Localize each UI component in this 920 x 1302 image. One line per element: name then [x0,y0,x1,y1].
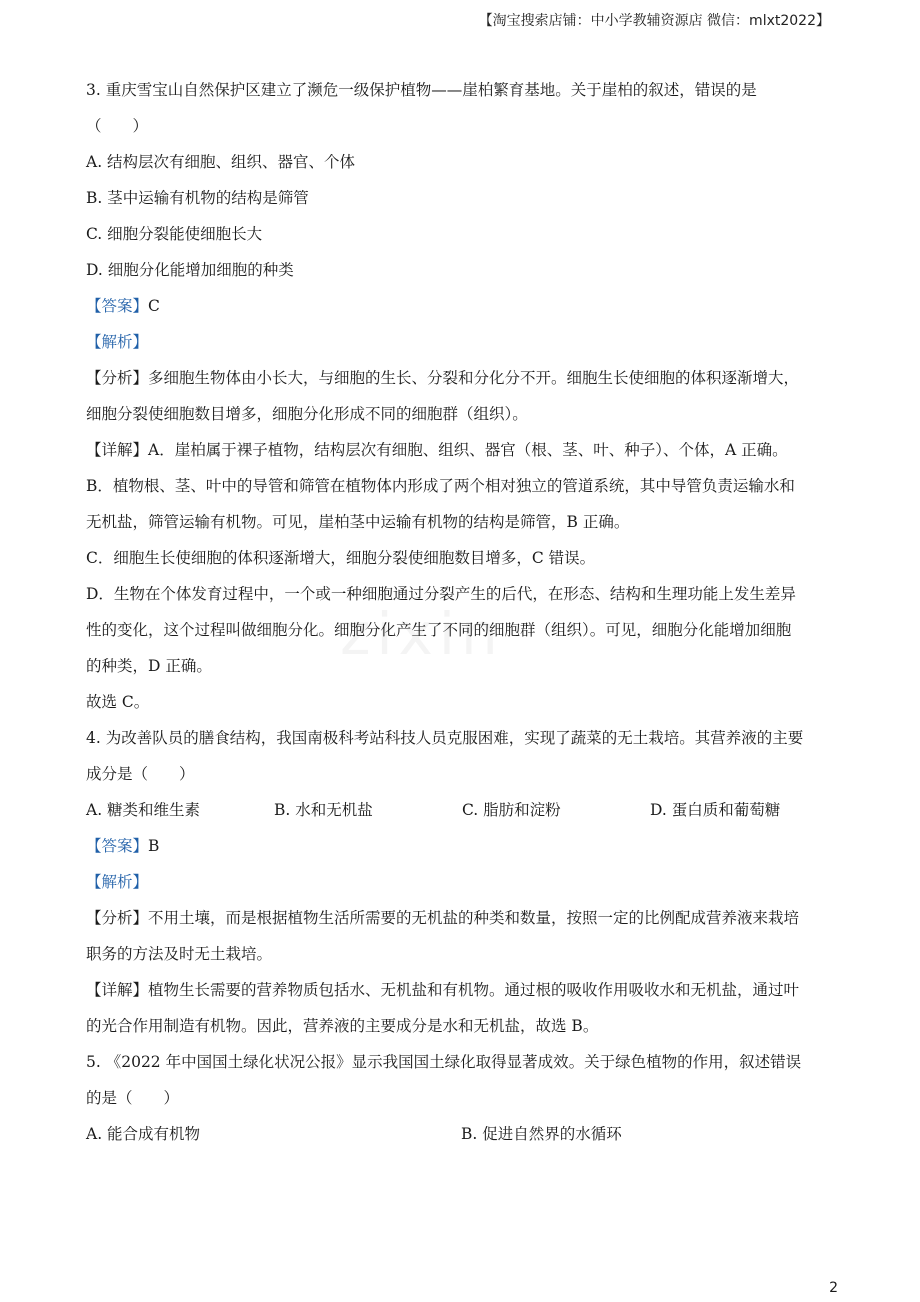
xiangjie-text: A．崖柏属于裸子植物，结构层次有细胞、组织、器官（根、茎、叶、种子）、个体，A 正确。 [148,441,788,459]
q5-stem-line1: 5. 《2022 年中国国土绿化状况公报》显示我国国土绿化取得显著成效。关于绿色植物的作用，叙述错误 [86,1053,802,1071]
fenxi-text: 多细胞生物体由小长大，与细胞的生长、分裂和分化分不开。细胞生长使细胞的体积逐渐增大， [148,369,800,387]
q3-xiangjie-line3: 无机盐，筛管运输有机物。可见，崖柏茎中运输有机物的结构是筛管，B 正确。 [86,513,630,531]
q4-xiangjie-line2: 的光合作用制造有机物。因此，营养液的主要成分是水和无机盐，故选 B。 [86,1017,599,1035]
q4-options [86,792,846,828]
answer-tag: 【答案】 [86,297,149,315]
answer-value: B [148,837,160,855]
q5-option-b: B. 促进自然界的水循环 [461,1125,622,1143]
q3-fenxi-line2: 细胞分裂使细胞数目增多，细胞分化形成不同的细胞群（组织）。 [86,405,528,423]
q3-jiexi [86,324,846,360]
fenxi-tag: 【分析】 [86,909,149,927]
q3-option-c: C. 细胞分裂能使细胞长大 [86,225,263,243]
q4-jiexi [86,864,846,900]
answer-value: C [148,297,160,315]
q3-xiangjie-line7: 的种类，D 正确。 [86,657,212,675]
jiexi-tag: 【解析】 [86,873,149,891]
jiexi-tag: 【解析】 [86,333,149,351]
watermark: zixin [340,600,504,668]
q3-fenxi-line1 [86,360,846,396]
q5-stem-line2: 的是（ ） [86,1089,180,1107]
q3-xiangjie-line4: C．细胞生长使细胞的体积逐渐增大，细胞分裂使细胞数目增多，C 错误。 [86,549,596,567]
q4-stem-line2: 成分是（ ） [86,765,195,783]
q4-fenxi-line1 [86,900,846,936]
document-body [86,72,846,1152]
q3-xiangjie-line8: 故选 C。 [86,693,150,711]
page-header: 【淘宝搜索店铺：中小学教辅资源店 微信：mlxt2022】 [478,13,830,29]
q3-option-b: B. 茎中运输有机物的结构是筛管 [86,189,309,207]
q4-stem-line1: 4. 为改善队员的膳食结构，我国南极科考站科技人员克服困难，实现了蔬菜的无土栽培。其营养液的主要 [86,729,804,747]
q5-options [86,1116,846,1152]
q4-option-b: B. 水和无机盐 [274,801,373,819]
q3-xiangjie-line6: 性的变化，这个过程叫做细胞分化。细胞分化产生了不同的细胞群（组织）。可见，细胞分化能增加细胞 [86,621,792,639]
fenxi-tag: 【分析】 [86,369,149,387]
q3-xiangjie-line2: B．植物根、茎、叶中的导管和筛管在植物体内形成了两个相对独立的管道系统，其中导管负责运输水和 [86,477,795,495]
q4-fenxi-line2: 职务的方法及时无土栽培。 [86,945,273,963]
xiangjie-tag: 【详解】 [86,441,149,459]
q4-option-a: A. 糖类和维生素 [86,801,201,819]
q4-xiangjie-line1 [86,972,846,1008]
q3-xiangjie-line5: D．生物在个体发育过程中，一个或一种细胞通过分裂产生的后代，在形态、结构和生理功能上发生差异 [86,585,796,603]
q3-stem-line1: 3. 重庆雪宝山自然保护区建立了濒危一级保护植物——崖柏繁育基地。关于崖柏的叙述，错误的是 [86,81,757,99]
q4-answer [86,828,846,864]
q4-option-d: D. 蛋白质和葡萄糖 [650,801,781,819]
page-number: 2 [829,1280,838,1296]
fenxi-text: 不用土壤，而是根据植物生活所需要的无机盐的种类和数量，按照一定的比例配成营养液来栽培 [148,909,800,927]
answer-tag: 【答案】 [86,837,149,855]
q5-option-a: A. 能合成有机物 [86,1125,201,1143]
q3-stem-line2: （ ） [86,117,149,135]
q3-option-a: A. 结构层次有细胞、组织、器官、个体 [86,153,356,171]
q3-answer [86,288,846,324]
q3-xiangjie-line1 [86,432,846,468]
q4-option-c: C. 脂肪和淀粉 [462,801,561,819]
xiangjie-tag: 【详解】 [86,981,149,999]
q3-option-d: D. 细胞分化能增加细胞的种类 [86,261,294,279]
xiangjie-text: 植物生长需要的营养物质包括水、无机盐和有机物。通过根的吸收作用吸收水和无机盐，通过叶 [148,981,800,999]
